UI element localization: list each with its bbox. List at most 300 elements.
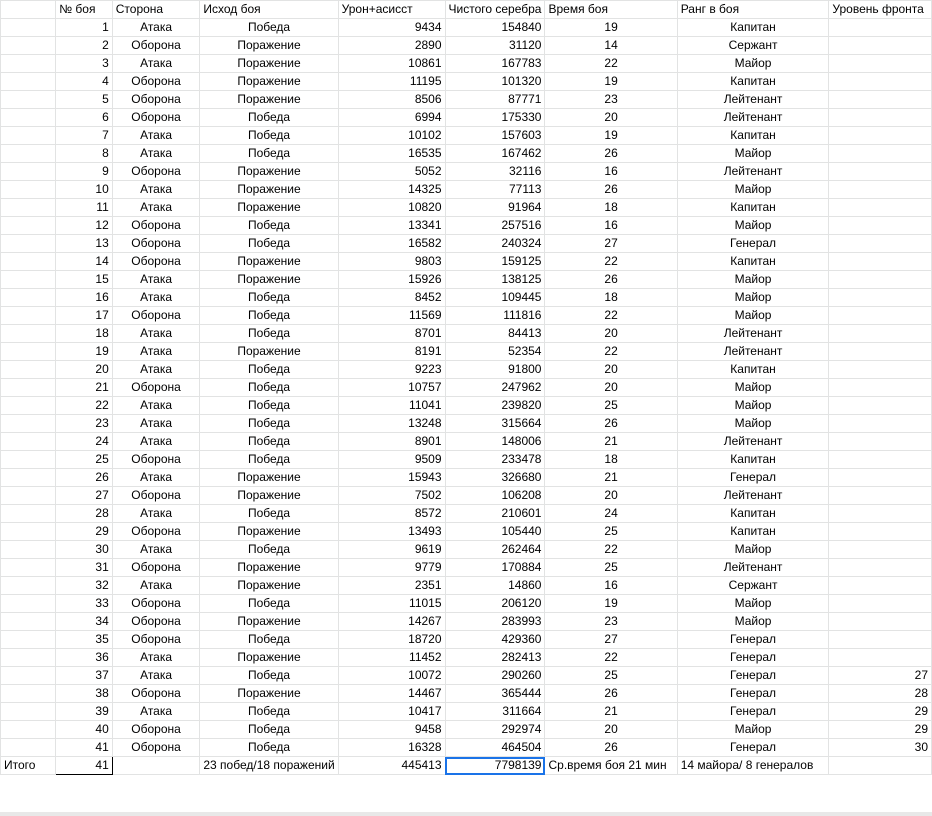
cell-row-label[interactable] — [1, 559, 56, 577]
cell-net-silver[interactable]: 138125 — [445, 271, 545, 289]
cell-battle-time[interactable]: 26 — [545, 415, 677, 433]
cell-outcome[interactable]: Победа — [200, 631, 338, 649]
cell-side[interactable]: Оборона — [112, 163, 200, 181]
cell-front-level[interactable] — [829, 613, 932, 631]
cell-rank[interactable]: Лейтенант — [677, 109, 829, 127]
cell-rank[interactable]: Генерал — [677, 703, 829, 721]
cell-battle-time[interactable]: 18 — [545, 289, 677, 307]
cell-damage-assist[interactable]: 10102 — [338, 127, 445, 145]
cell-side[interactable]: Оборона — [112, 91, 200, 109]
cell-damage-assist[interactable]: 16535 — [338, 145, 445, 163]
cell-net-silver[interactable]: 239820 — [445, 397, 545, 415]
cell-net-silver[interactable]: 315664 — [445, 415, 545, 433]
cell-battle-no[interactable]: 15 — [56, 271, 113, 289]
cell-side[interactable]: Оборона — [112, 613, 200, 631]
cell-outcome[interactable]: Поражение — [200, 199, 338, 217]
cell-side[interactable]: Атака — [112, 55, 200, 73]
cell-outcome[interactable]: Победа — [200, 325, 338, 343]
cell-net-silver[interactable]: 7798139 — [445, 757, 545, 775]
cell-outcome[interactable]: Победа — [200, 739, 338, 757]
cell-damage-assist[interactable]: 8701 — [338, 325, 445, 343]
cell-battle-time[interactable]: 18 — [545, 199, 677, 217]
cell-damage-assist[interactable]: 6994 — [338, 109, 445, 127]
cell-front-level[interactable] — [829, 523, 932, 541]
cell-net-silver[interactable]: 311664 — [445, 703, 545, 721]
horizontal-scrollbar[interactable] — [0, 812, 932, 816]
cell-row-label[interactable] — [1, 1, 56, 19]
cell-damage-assist[interactable]: 9509 — [338, 451, 445, 469]
cell-rank[interactable]: Сержант — [677, 577, 829, 595]
cell-net-silver[interactable]: 429360 — [445, 631, 545, 649]
cell-net-silver[interactable]: 175330 — [445, 109, 545, 127]
cell-battle-no[interactable]: 37 — [56, 667, 113, 685]
cell-side[interactable]: Оборона — [112, 73, 200, 91]
cell-front-level[interactable] — [829, 307, 932, 325]
cell-rank[interactable]: Генерал — [677, 235, 829, 253]
cell-row-label[interactable] — [1, 19, 56, 37]
cell-side[interactable]: Оборона — [112, 739, 200, 757]
cell-rank[interactable]: Капитан — [677, 19, 829, 37]
cell-outcome[interactable]: Поражение — [200, 37, 338, 55]
cell-battle-no[interactable]: 12 — [56, 217, 113, 235]
cell-battle-time[interactable]: 22 — [545, 649, 677, 667]
cell-battle-no[interactable]: 26 — [56, 469, 113, 487]
cell-battle-time[interactable]: 25 — [545, 397, 677, 415]
cell-side[interactable]: Атака — [112, 181, 200, 199]
cell-side[interactable]: Атака — [112, 199, 200, 217]
cell-net-silver[interactable]: 206120 — [445, 595, 545, 613]
cell-rank[interactable]: Сержант — [677, 37, 829, 55]
cell-row-label[interactable] — [1, 703, 56, 721]
cell-damage-assist[interactable]: Урон+асисст — [338, 1, 445, 19]
cell-net-silver[interactable]: 247962 — [445, 379, 545, 397]
cell-outcome[interactable]: Поражение — [200, 73, 338, 91]
cell-battle-time[interactable]: 22 — [545, 307, 677, 325]
cell-battle-no[interactable]: 17 — [56, 307, 113, 325]
cell-side[interactable]: Оборона — [112, 631, 200, 649]
cell-battle-time[interactable]: 20 — [545, 721, 677, 739]
cell-row-label[interactable] — [1, 415, 56, 433]
cell-rank[interactable]: Генерал — [677, 685, 829, 703]
cell-battle-time[interactable]: 22 — [545, 253, 677, 271]
cell-rank[interactable]: Майор — [677, 271, 829, 289]
cell-outcome[interactable]: Поражение — [200, 649, 338, 667]
cell-front-level[interactable] — [829, 577, 932, 595]
cell-battle-no[interactable]: 35 — [56, 631, 113, 649]
cell-front-level[interactable] — [829, 217, 932, 235]
cell-row-label[interactable] — [1, 505, 56, 523]
cell-front-level[interactable] — [829, 361, 932, 379]
cell-damage-assist[interactable]: 11041 — [338, 397, 445, 415]
cell-battle-time[interactable]: 22 — [545, 55, 677, 73]
cell-battle-time[interactable]: 26 — [545, 271, 677, 289]
cell-net-silver[interactable]: 111816 — [445, 307, 545, 325]
cell-net-silver[interactable]: 52354 — [445, 343, 545, 361]
cell-outcome[interactable]: Поражение — [200, 91, 338, 109]
cell-damage-assist[interactable]: 16328 — [338, 739, 445, 757]
cell-row-label[interactable] — [1, 181, 56, 199]
cell-damage-assist[interactable]: 8506 — [338, 91, 445, 109]
cell-side[interactable]: Атака — [112, 433, 200, 451]
cell-rank[interactable]: Капитан — [677, 361, 829, 379]
cell-rank[interactable]: Майор — [677, 541, 829, 559]
cell-row-label[interactable] — [1, 73, 56, 91]
cell-damage-assist[interactable]: 14325 — [338, 181, 445, 199]
cell-front-level[interactable] — [829, 55, 932, 73]
cell-side[interactable]: Атака — [112, 649, 200, 667]
cell-damage-assist[interactable]: 11569 — [338, 307, 445, 325]
cell-outcome[interactable]: Поражение — [200, 523, 338, 541]
cell-battle-no[interactable]: 5 — [56, 91, 113, 109]
cell-net-silver[interactable]: 292974 — [445, 721, 545, 739]
cell-rank[interactable]: Капитан — [677, 523, 829, 541]
cell-rank[interactable]: Генерал — [677, 631, 829, 649]
cell-damage-assist[interactable]: 14267 — [338, 613, 445, 631]
cell-battle-time[interactable]: 18 — [545, 451, 677, 469]
cell-rank[interactable]: Майор — [677, 289, 829, 307]
cell-rank[interactable]: Майор — [677, 181, 829, 199]
cell-side[interactable]: Атака — [112, 667, 200, 685]
cell-row-label[interactable] — [1, 271, 56, 289]
cell-side[interactable]: Оборона — [112, 685, 200, 703]
cell-front-level[interactable] — [829, 559, 932, 577]
cell-row-label[interactable] — [1, 487, 56, 505]
cell-front-level[interactable] — [829, 253, 932, 271]
cell-outcome[interactable]: Победа — [200, 379, 338, 397]
cell-net-silver[interactable]: 167783 — [445, 55, 545, 73]
cell-front-level[interactable] — [829, 289, 932, 307]
cell-front-level[interactable] — [829, 73, 932, 91]
cell-battle-no[interactable]: 33 — [56, 595, 113, 613]
cell-battle-no[interactable]: 19 — [56, 343, 113, 361]
cell-battle-no[interactable]: 41 — [56, 757, 113, 775]
cell-battle-time[interactable]: 25 — [545, 523, 677, 541]
cell-net-silver[interactable]: 106208 — [445, 487, 545, 505]
cell-battle-time[interactable]: 20 — [545, 325, 677, 343]
cell-side[interactable]: Атака — [112, 289, 200, 307]
cell-rank[interactable]: Капитан — [677, 451, 829, 469]
cell-damage-assist[interactable]: 445413 — [338, 757, 445, 775]
cell-battle-no[interactable]: 29 — [56, 523, 113, 541]
cell-damage-assist[interactable]: 10820 — [338, 199, 445, 217]
cell-front-level[interactable]: 29 — [829, 721, 932, 739]
cell-front-level[interactable] — [829, 19, 932, 37]
cell-battle-no[interactable]: 38 — [56, 685, 113, 703]
cell-side[interactable]: Оборона — [112, 253, 200, 271]
cell-battle-no[interactable]: 31 — [56, 559, 113, 577]
cell-front-level[interactable] — [829, 127, 932, 145]
cell-front-level[interactable] — [829, 469, 932, 487]
cell-battle-no[interactable]: 13 — [56, 235, 113, 253]
cell-net-silver[interactable]: 365444 — [445, 685, 545, 703]
cell-outcome[interactable]: Победа — [200, 397, 338, 415]
cell-battle-time[interactable]: 22 — [545, 343, 677, 361]
cell-damage-assist[interactable]: 9619 — [338, 541, 445, 559]
cell-front-level[interactable] — [829, 163, 932, 181]
cell-battle-no[interactable]: 20 — [56, 361, 113, 379]
cell-row-label[interactable] — [1, 739, 56, 757]
cell-front-level[interactable] — [829, 91, 932, 109]
cell-row-label[interactable] — [1, 433, 56, 451]
cell-rank[interactable]: Капитан — [677, 73, 829, 91]
cell-damage-assist[interactable]: 8901 — [338, 433, 445, 451]
cell-battle-no[interactable]: 23 — [56, 415, 113, 433]
cell-rank[interactable]: Ранг в боя — [677, 1, 829, 19]
cell-damage-assist[interactable]: 13341 — [338, 217, 445, 235]
cell-net-silver[interactable]: 290260 — [445, 667, 545, 685]
cell-row-label[interactable] — [1, 325, 56, 343]
cell-side[interactable]: Оборона — [112, 451, 200, 469]
cell-battle-time[interactable]: 20 — [545, 487, 677, 505]
cell-rank[interactable]: Лейтенант — [677, 163, 829, 181]
cell-rank[interactable]: Майор — [677, 415, 829, 433]
cell-battle-time[interactable]: 21 — [545, 469, 677, 487]
cell-battle-no[interactable]: 6 — [56, 109, 113, 127]
cell-battle-time[interactable]: 25 — [545, 559, 677, 577]
cell-outcome[interactable]: Поражение — [200, 163, 338, 181]
cell-row-label[interactable] — [1, 685, 56, 703]
cell-damage-assist[interactable]: 10861 — [338, 55, 445, 73]
cell-battle-no[interactable]: 4 — [56, 73, 113, 91]
cell-rank[interactable]: Майор — [677, 721, 829, 739]
cell-net-silver[interactable]: 105440 — [445, 523, 545, 541]
cell-battle-time[interactable]: 16 — [545, 163, 677, 181]
cell-net-silver[interactable]: 464504 — [445, 739, 545, 757]
cell-rank[interactable]: Майор — [677, 217, 829, 235]
cell-rank[interactable]: Майор — [677, 55, 829, 73]
cell-net-silver[interactable]: 262464 — [445, 541, 545, 559]
cell-rank[interactable]: Майор — [677, 595, 829, 613]
cell-battle-no[interactable]: 11 — [56, 199, 113, 217]
cell-battle-time[interactable]: 26 — [545, 181, 677, 199]
cell-battle-no[interactable]: 32 — [56, 577, 113, 595]
cell-damage-assist[interactable]: 10757 — [338, 379, 445, 397]
cell-damage-assist[interactable]: 15926 — [338, 271, 445, 289]
cell-side[interactable]: Атака — [112, 541, 200, 559]
cell-damage-assist[interactable]: 10072 — [338, 667, 445, 685]
cell-rank[interactable]: Генерал — [677, 739, 829, 757]
cell-net-silver[interactable]: 154840 — [445, 19, 545, 37]
cell-battle-no[interactable]: 2 — [56, 37, 113, 55]
cell-battle-time[interactable]: 23 — [545, 91, 677, 109]
cell-battle-no[interactable]: 21 — [56, 379, 113, 397]
cell-row-label[interactable] — [1, 253, 56, 271]
cell-front-level[interactable] — [829, 541, 932, 559]
cell-row-label[interactable] — [1, 523, 56, 541]
cell-outcome[interactable]: Победа — [200, 235, 338, 253]
cell-net-silver[interactable]: 170884 — [445, 559, 545, 577]
cell-outcome[interactable]: Победа — [200, 451, 338, 469]
cell-outcome[interactable]: Поражение — [200, 685, 338, 703]
cell-rank[interactable]: Майор — [677, 613, 829, 631]
cell-outcome[interactable]: Поражение — [200, 55, 338, 73]
cell-rank[interactable]: Генерал — [677, 469, 829, 487]
cell-row-label[interactable] — [1, 595, 56, 613]
cell-damage-assist[interactable]: 9458 — [338, 721, 445, 739]
cell-outcome[interactable]: Победа — [200, 721, 338, 739]
cell-front-level[interactable]: 29 — [829, 703, 932, 721]
cell-outcome[interactable]: Победа — [200, 703, 338, 721]
cell-rank[interactable]: Лейтенант — [677, 343, 829, 361]
cell-side[interactable]: Атака — [112, 145, 200, 163]
cell-damage-assist[interactable]: 11452 — [338, 649, 445, 667]
cell-front-level[interactable] — [829, 199, 932, 217]
cell-battle-time[interactable]: 20 — [545, 109, 677, 127]
cell-side[interactable]: Атака — [112, 127, 200, 145]
cell-side[interactable]: Атака — [112, 19, 200, 37]
cell-damage-assist[interactable]: 9223 — [338, 361, 445, 379]
cell-side[interactable] — [112, 757, 200, 775]
cell-rank[interactable]: Майор — [677, 307, 829, 325]
cell-battle-no[interactable]: 30 — [56, 541, 113, 559]
cell-battle-time[interactable]: 20 — [545, 379, 677, 397]
cell-side[interactable]: Оборона — [112, 721, 200, 739]
cell-side[interactable]: Оборона — [112, 37, 200, 55]
cell-damage-assist[interactable]: 11195 — [338, 73, 445, 91]
cell-side[interactable]: Оборона — [112, 559, 200, 577]
cell-front-level[interactable] — [829, 397, 932, 415]
cell-front-level[interactable] — [829, 487, 932, 505]
cell-battle-time[interactable]: 26 — [545, 145, 677, 163]
cell-battle-no[interactable]: 16 — [56, 289, 113, 307]
cell-outcome[interactable]: Поражение — [200, 253, 338, 271]
cell-front-level[interactable] — [829, 451, 932, 469]
cell-net-silver[interactable]: 167462 — [445, 145, 545, 163]
cell-damage-assist[interactable]: 9779 — [338, 559, 445, 577]
cell-row-label[interactable]: Итого — [1, 757, 56, 775]
cell-damage-assist[interactable]: 10417 — [338, 703, 445, 721]
cell-side[interactable]: Сторона — [112, 1, 200, 19]
cell-front-level[interactable]: Уровень фронта — [829, 1, 932, 19]
cell-battle-no[interactable]: 28 — [56, 505, 113, 523]
cell-battle-no[interactable]: 9 — [56, 163, 113, 181]
cell-row-label[interactable] — [1, 469, 56, 487]
cell-row-label[interactable] — [1, 397, 56, 415]
cell-net-silver[interactable]: 91800 — [445, 361, 545, 379]
cell-outcome[interactable]: Поражение — [200, 181, 338, 199]
cell-net-silver[interactable]: 109445 — [445, 289, 545, 307]
cell-front-level[interactable] — [829, 271, 932, 289]
cell-side[interactable]: Атака — [112, 343, 200, 361]
cell-row-label[interactable] — [1, 361, 56, 379]
cell-rank[interactable]: Капитан — [677, 127, 829, 145]
cell-net-silver[interactable]: 210601 — [445, 505, 545, 523]
cell-side[interactable]: Оборона — [112, 487, 200, 505]
cell-damage-assist[interactable]: 2351 — [338, 577, 445, 595]
cell-outcome[interactable]: Поражение — [200, 613, 338, 631]
cell-battle-time[interactable]: Время боя — [545, 1, 677, 19]
cell-front-level[interactable] — [829, 433, 932, 451]
cell-battle-time[interactable]: 26 — [545, 739, 677, 757]
cell-row-label[interactable] — [1, 235, 56, 253]
cell-front-level[interactable] — [829, 181, 932, 199]
cell-net-silver[interactable]: 14860 — [445, 577, 545, 595]
cell-damage-assist[interactable]: 9434 — [338, 19, 445, 37]
cell-net-silver[interactable]: 77113 — [445, 181, 545, 199]
cell-side[interactable]: Оборона — [112, 379, 200, 397]
cell-net-silver[interactable]: Чистого серебра — [445, 1, 545, 19]
cell-front-level[interactable] — [829, 595, 932, 613]
cell-net-silver[interactable]: 84413 — [445, 325, 545, 343]
cell-outcome[interactable]: Победа — [200, 289, 338, 307]
cell-outcome[interactable]: Победа — [200, 145, 338, 163]
cell-side[interactable]: Атака — [112, 505, 200, 523]
cell-outcome[interactable]: Победа — [200, 433, 338, 451]
cell-damage-assist[interactable]: 9803 — [338, 253, 445, 271]
cell-row-label[interactable] — [1, 91, 56, 109]
cell-net-silver[interactable]: 257516 — [445, 217, 545, 235]
cell-front-level[interactable]: 27 — [829, 667, 932, 685]
cell-battle-time[interactable]: 16 — [545, 217, 677, 235]
cell-side[interactable]: Оборона — [112, 109, 200, 127]
cell-front-level[interactable] — [829, 235, 932, 253]
cell-rank[interactable]: Лейтенант — [677, 433, 829, 451]
cell-battle-no[interactable]: 18 — [56, 325, 113, 343]
cell-front-level[interactable] — [829, 757, 932, 775]
cell-rank[interactable]: Майор — [677, 145, 829, 163]
cell-battle-no[interactable]: 10 — [56, 181, 113, 199]
cell-battle-time[interactable]: 23 — [545, 613, 677, 631]
cell-side[interactable]: Атака — [112, 415, 200, 433]
cell-damage-assist[interactable]: 14467 — [338, 685, 445, 703]
cell-damage-assist[interactable]: 8572 — [338, 505, 445, 523]
cell-outcome[interactable]: Поражение — [200, 559, 338, 577]
cell-row-label[interactable] — [1, 109, 56, 127]
cell-outcome[interactable]: Поражение — [200, 271, 338, 289]
cell-front-level[interactable] — [829, 649, 932, 667]
cell-outcome[interactable]: Поражение — [200, 469, 338, 487]
cell-battle-time[interactable]: 22 — [545, 541, 677, 559]
cell-outcome[interactable]: Поражение — [200, 487, 338, 505]
cell-net-silver[interactable]: 87771 — [445, 91, 545, 109]
cell-row-label[interactable] — [1, 145, 56, 163]
cell-outcome[interactable]: Победа — [200, 19, 338, 37]
cell-front-level[interactable] — [829, 379, 932, 397]
cell-damage-assist[interactable]: 15943 — [338, 469, 445, 487]
cell-battle-no[interactable]: 25 — [56, 451, 113, 469]
cell-outcome[interactable]: Победа — [200, 307, 338, 325]
cell-battle-no[interactable]: 7 — [56, 127, 113, 145]
cell-front-level[interactable]: 30 — [829, 739, 932, 757]
cell-net-silver[interactable]: 240324 — [445, 235, 545, 253]
cell-battle-no[interactable]: 40 — [56, 721, 113, 739]
cell-battle-no[interactable]: 34 — [56, 613, 113, 631]
cell-front-level[interactable] — [829, 505, 932, 523]
cell-outcome[interactable]: Поражение — [200, 577, 338, 595]
cell-net-silver[interactable]: 101320 — [445, 73, 545, 91]
cell-outcome[interactable]: Поражение — [200, 343, 338, 361]
cell-rank[interactable]: 14 майора/ 8 генералов — [677, 757, 829, 775]
cell-outcome[interactable]: Победа — [200, 505, 338, 523]
cell-battle-time[interactable]: 19 — [545, 73, 677, 91]
cell-battle-time[interactable]: 19 — [545, 595, 677, 613]
cell-rank[interactable]: Лейтенант — [677, 325, 829, 343]
cell-row-label[interactable] — [1, 217, 56, 235]
cell-damage-assist[interactable]: 16582 — [338, 235, 445, 253]
cell-net-silver[interactable]: 31120 — [445, 37, 545, 55]
cell-side[interactable]: Оборона — [112, 595, 200, 613]
cell-damage-assist[interactable]: 7502 — [338, 487, 445, 505]
cell-side[interactable]: Атака — [112, 469, 200, 487]
cell-row-label[interactable] — [1, 199, 56, 217]
cell-damage-assist[interactable]: 13248 — [338, 415, 445, 433]
cell-rank[interactable]: Капитан — [677, 199, 829, 217]
cell-outcome[interactable]: Победа — [200, 541, 338, 559]
cell-front-level[interactable] — [829, 631, 932, 649]
cell-battle-time[interactable]: 25 — [545, 667, 677, 685]
cell-row-label[interactable] — [1, 649, 56, 667]
cell-front-level[interactable] — [829, 37, 932, 55]
